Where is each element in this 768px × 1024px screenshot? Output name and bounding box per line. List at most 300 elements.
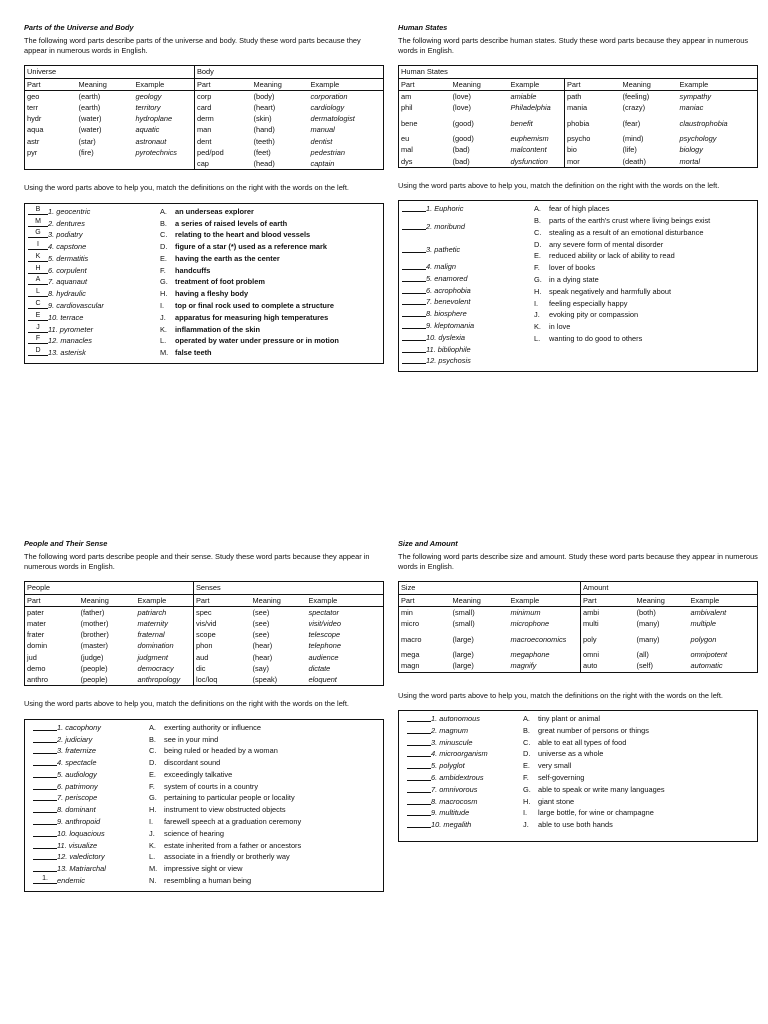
match-word-item	[402, 285, 534, 297]
cell-meaning: (feet)	[253, 147, 271, 157]
cell-part: jud	[27, 652, 37, 662]
definition-text: reduced ability or lack of ability to read	[549, 251, 675, 261]
column-header: Example	[509, 594, 581, 606]
section-title: Parts of the Universe and Body	[24, 23, 134, 32]
definition-letter: B.	[160, 218, 167, 228]
vocab-word: 3. pathetic	[426, 245, 461, 255]
definition-letter: H.	[523, 796, 531, 806]
match-word-item	[402, 203, 534, 215]
table-row	[25, 606, 384, 618]
definition-text: associate in a friendly or brotherly way	[164, 852, 290, 862]
definition-letter: I.	[160, 301, 165, 311]
definition-text: able to speak or write many languages	[538, 784, 665, 794]
match-definition-item	[523, 748, 754, 760]
definition-letter: H.	[160, 289, 168, 299]
cell-meaning: (speak)	[252, 675, 278, 685]
match-definition-item	[534, 239, 754, 251]
match-definition-item	[523, 760, 754, 772]
cell-meaning: (see)	[252, 619, 270, 629]
definition-letter: L.	[149, 852, 156, 862]
answer-blank[interactable]	[28, 206, 48, 215]
definition-letter: I.	[534, 298, 539, 308]
answer-blank[interactable]	[407, 737, 431, 746]
cell-part: omni	[581, 649, 635, 660]
match-word-item	[407, 748, 523, 760]
column-header: Part	[25, 78, 77, 90]
answer-blank[interactable]	[33, 828, 57, 837]
definition-text: apparatus for measuring high temperatures	[175, 312, 329, 322]
match-word-item	[407, 796, 523, 808]
definition-text: able to eat all types of food	[538, 737, 627, 747]
vocab-word: 2. dentures	[48, 218, 85, 228]
column-header: Meaning	[635, 594, 689, 606]
cell-part: path	[565, 90, 621, 102]
answer-blank[interactable]	[402, 244, 426, 253]
cell-part: phil	[401, 103, 413, 113]
cell-part: loc/loq	[194, 674, 251, 686]
answer-blank[interactable]	[402, 332, 426, 341]
answer-blank[interactable]	[33, 863, 57, 872]
table-row	[399, 144, 758, 155]
cell-example: megaphone	[510, 650, 550, 660]
cell-part: mor	[565, 156, 621, 168]
words-column	[33, 722, 149, 887]
cell-example: democracy	[137, 663, 174, 673]
match-definition-item	[523, 737, 754, 749]
match-definition-item	[534, 286, 754, 298]
cell-part: cap	[195, 158, 252, 170]
table-body	[25, 90, 384, 169]
cell-part: mal	[401, 145, 413, 155]
cell-part: bene	[401, 118, 418, 128]
definition-letter: K.	[534, 322, 541, 332]
cell-example: cardiology	[310, 103, 345, 113]
cell-meaning: (body)	[253, 91, 275, 101]
vocab-word: 12. psychosis	[426, 356, 471, 366]
answer-blank[interactable]	[28, 265, 48, 274]
answer-letter: K	[35, 252, 41, 260]
definition-letter: L.	[534, 334, 541, 344]
answer-blank[interactable]	[407, 807, 431, 816]
match-definition-item	[523, 819, 754, 831]
match-word-item	[402, 273, 534, 285]
section-intro: The following word parts describe size and amount. Study these word parts because they appear in numerous words in English.	[398, 552, 758, 571]
match-definition-item	[149, 863, 380, 875]
match-word-item	[402, 320, 534, 332]
cell-meaning: (people)	[80, 663, 108, 673]
column-header: Example	[509, 78, 565, 90]
answer-blank[interactable]	[402, 355, 426, 364]
cell-example: audience	[308, 652, 339, 662]
vocab-word: 1. geocentric	[48, 206, 91, 216]
match-definition-item	[149, 875, 380, 887]
column-header: Example	[689, 594, 758, 606]
column-header: Meaning	[621, 78, 678, 90]
answer-letter: M	[35, 217, 41, 225]
answer-blank[interactable]	[407, 748, 431, 757]
vocab-word: 11. pyrometer	[48, 324, 94, 334]
definitions-column	[160, 206, 380, 359]
cell-meaning: (brother)	[80, 630, 109, 640]
cell-example: psychology	[679, 134, 717, 144]
answer-letter: C	[35, 300, 41, 308]
definition-letter: E.	[149, 769, 156, 779]
vocab-word: 10. dyslexia	[426, 332, 466, 342]
answer-blank[interactable]	[33, 816, 57, 825]
match-definition-item	[149, 769, 380, 781]
definition-text: speak negatively and harmfully about	[549, 286, 672, 296]
answer-blank[interactable]	[28, 276, 48, 285]
definitions-column	[523, 713, 754, 831]
answer-blank[interactable]	[28, 218, 48, 227]
column-header: Part	[565, 78, 621, 90]
cell-meaning: (earth)	[78, 91, 101, 101]
answer-blank[interactable]	[33, 734, 57, 743]
definition-letter: J.	[523, 820, 529, 830]
definition-letter: J.	[160, 312, 166, 322]
cell-example: Philadelphia	[510, 103, 551, 113]
cell-part: mega	[401, 650, 420, 660]
cell-example: domination	[137, 641, 174, 651]
definition-text: evoking pity or compassion	[549, 310, 639, 320]
vocab-word: 7. omnivorous	[431, 784, 478, 794]
column-header: Part	[25, 594, 79, 606]
table-row	[399, 133, 758, 144]
vocab-word: 4. microorganism	[431, 749, 488, 759]
column-header: Example	[134, 78, 195, 90]
answer-letter: L	[36, 288, 40, 296]
match-definition-item	[160, 229, 380, 241]
cell-part: frater	[27, 630, 45, 640]
definition-letter: J.	[149, 828, 155, 838]
word-parts-table	[24, 581, 384, 686]
definition-letter: E.	[160, 253, 167, 263]
match-definition-item	[160, 347, 380, 359]
definition-letter: K.	[149, 840, 156, 850]
definition-text: very small	[538, 761, 572, 771]
answer-letter: D	[35, 347, 41, 355]
cell-meaning: (hand)	[253, 125, 275, 135]
section-title: Human States	[398, 23, 448, 32]
vocab-word: 11. visualize	[57, 840, 98, 850]
cell-meaning: (both)	[636, 607, 656, 617]
table-row	[25, 90, 384, 102]
definition-text: exceedingly talkative	[164, 769, 233, 779]
cell-part	[25, 158, 77, 170]
answer-blank[interactable]	[407, 760, 431, 769]
answer-blank[interactable]	[402, 221, 426, 230]
match-word-item	[407, 725, 523, 737]
answer-blank[interactable]	[28, 312, 48, 321]
group-header: Universe	[25, 66, 195, 78]
cell-example: patriarch	[137, 607, 167, 617]
definition-letter: B.	[523, 725, 530, 735]
vocab-word: 10. terrace	[48, 312, 84, 322]
cell-meaning: (mother)	[80, 619, 109, 629]
cell-part: corp	[195, 90, 252, 102]
answer-letter: H	[35, 264, 41, 272]
definition-text: feeling especially happy	[549, 298, 628, 308]
vocab-word: 7. periscope	[57, 793, 98, 803]
table-row	[25, 102, 384, 113]
cell-part: bio	[565, 144, 621, 155]
cell-example: dictate	[308, 663, 331, 673]
match-word-item	[407, 807, 523, 819]
vocab-word: 4. malign	[426, 262, 456, 272]
answer-blank[interactable]	[33, 757, 57, 766]
cell-example: euphemism	[510, 134, 549, 144]
answer-blank[interactable]	[33, 851, 57, 860]
definition-letter: A.	[160, 206, 167, 216]
cell-part: poly	[581, 629, 635, 649]
answer-blank[interactable]	[28, 241, 48, 250]
definition-letter: I.	[523, 808, 528, 818]
answer-blank[interactable]	[28, 288, 48, 297]
table-row	[25, 113, 384, 124]
answer-blank[interactable]	[402, 285, 426, 294]
answer-blank[interactable]	[33, 792, 57, 801]
cell-meaning: (many)	[636, 634, 660, 644]
definition-letter: G.	[160, 277, 168, 287]
answer-blank[interactable]	[407, 725, 431, 734]
answer-blank[interactable]	[28, 300, 48, 309]
cell-meaning: (hear)	[252, 641, 273, 651]
answer-blank[interactable]	[402, 273, 426, 282]
match-definition-item	[149, 851, 380, 863]
column-header: Example	[307, 594, 384, 606]
match-word-item	[33, 875, 149, 887]
cell-part: man	[195, 124, 252, 135]
answer-blank[interactable]	[407, 713, 431, 722]
vocab-word: endemic	[57, 876, 85, 886]
table-row	[25, 136, 384, 147]
match-definition-item	[149, 745, 380, 757]
table-row	[25, 652, 384, 663]
answer-blank[interactable]	[402, 308, 426, 317]
match-definition-item	[160, 312, 380, 324]
match-word-item	[33, 745, 149, 757]
definition-letter: D.	[534, 239, 542, 249]
match-definition-item	[534, 250, 754, 262]
definition-letter: F.	[160, 265, 166, 275]
section-people-senses	[24, 539, 384, 892]
answer-blank[interactable]	[28, 253, 48, 262]
answer-blank[interactable]	[402, 320, 426, 329]
table-row	[399, 660, 758, 672]
cell-part: card	[195, 102, 252, 113]
vocab-word: 2. magnum	[431, 725, 468, 735]
definition-text: inflammation of the skin	[175, 324, 260, 334]
answer-blank[interactable]	[407, 796, 431, 805]
cell-part: geo	[27, 91, 40, 101]
answer-blank[interactable]	[28, 335, 48, 344]
cell-part: ped/pod	[195, 147, 252, 158]
table-row	[25, 663, 384, 674]
definition-text: large bottle, for wine or champagne	[538, 808, 654, 818]
cell-meaning: (judge)	[80, 652, 104, 662]
cell-part: dys	[401, 156, 413, 166]
answer-blank[interactable]	[402, 203, 426, 212]
table-body	[399, 606, 758, 672]
cell-part: aud	[194, 652, 251, 663]
answer-blank[interactable]	[33, 875, 57, 884]
section-intro: The following word parts describe human states. Study these word parts because they appear in numerous words in English.	[398, 36, 749, 55]
column-header: Part	[399, 594, 451, 606]
group-header: Size	[399, 582, 581, 594]
answer-blank[interactable]	[33, 840, 57, 849]
cell-meaning: (say)	[252, 663, 269, 673]
answer-blank[interactable]	[402, 261, 426, 270]
answer-blank[interactable]	[33, 804, 57, 813]
matching-instructions: Using the word parts above to help you, match the definitions on the right with the words on the left.	[398, 690, 723, 700]
definition-letter: D.	[160, 242, 168, 252]
match-definition-item	[160, 218, 380, 230]
cell-example: sympathy	[679, 91, 712, 101]
vocab-word: 12. valedictory	[57, 852, 105, 862]
cell-example	[134, 158, 195, 170]
match-definition-item	[160, 253, 380, 265]
match-definition-item	[149, 781, 380, 793]
table-row	[25, 629, 384, 640]
match-definition-item	[534, 274, 754, 286]
definitions-column	[149, 722, 380, 887]
cell-example: microphone	[510, 619, 550, 629]
definition-letter: C.	[523, 737, 531, 747]
answer-blank[interactable]	[402, 344, 426, 353]
match-definition-item	[149, 816, 380, 828]
cell-example: ambivalent	[690, 607, 727, 617]
definition-letter: A.	[534, 204, 541, 214]
cell-example: geology	[135, 91, 162, 101]
match-word-item	[402, 296, 534, 308]
answer-blank[interactable]	[407, 819, 431, 828]
definition-letter: G.	[534, 275, 542, 285]
cell-meaning: (fire)	[78, 147, 94, 157]
definition-letter: C.	[149, 746, 157, 756]
definition-text: treatment of foot problem	[175, 277, 265, 287]
match-word-item	[33, 781, 149, 793]
cell-example: omnipotent	[690, 650, 728, 660]
matching-box	[24, 719, 384, 892]
match-definition-item	[160, 300, 380, 312]
match-word-item	[407, 819, 523, 831]
definition-text: operated by water under pressure or in motion	[175, 336, 339, 346]
cell-meaning: (crazy)	[622, 103, 646, 113]
cell-part: macro	[401, 634, 422, 644]
vocab-word: 8. biosphere	[426, 309, 467, 319]
definition-text: giant stone	[538, 796, 575, 806]
group-header: People	[25, 582, 194, 594]
match-definition-item	[534, 333, 754, 345]
vocab-word: 4. spectacle	[57, 758, 97, 768]
cell-meaning: (large)	[452, 661, 474, 671]
cell-meaning: (see)	[252, 607, 270, 617]
match-definition-item	[149, 734, 380, 746]
vocab-word: 1. Euphoric	[426, 204, 464, 214]
definition-text: science of hearing	[164, 828, 224, 838]
vocab-word: 3. podiatry	[48, 230, 83, 240]
answer-letter: F	[35, 335, 41, 343]
cell-part: micro	[401, 619, 420, 629]
answer-blank[interactable]	[33, 745, 57, 754]
answer-blank[interactable]	[33, 722, 57, 731]
cell-example: anthropology	[137, 675, 181, 685]
answer-blank[interactable]	[28, 229, 48, 238]
column-header: Part	[399, 78, 451, 90]
group-header: Amount	[581, 582, 758, 594]
definition-text: false teeth	[175, 348, 212, 358]
answer-letter: B	[35, 205, 41, 213]
match-definition-item	[160, 206, 380, 218]
definition-letter: F.	[534, 263, 540, 273]
table-row	[25, 147, 384, 158]
definition-text: fear of high places	[549, 204, 610, 214]
answer-blank[interactable]	[33, 769, 57, 778]
answer-blank[interactable]	[407, 772, 431, 781]
cell-part: eu	[401, 134, 410, 144]
match-word-item	[33, 851, 149, 863]
vocab-word: 13. Matriarchal	[57, 864, 106, 874]
match-definition-item	[523, 784, 754, 796]
answer-blank[interactable]	[402, 296, 426, 305]
answer-blank[interactable]	[407, 784, 431, 793]
match-definition-item	[149, 757, 380, 769]
cell-example: telescope	[308, 630, 341, 640]
cell-part: demo	[27, 663, 46, 673]
cell-part: astr	[27, 136, 40, 146]
column-header: Meaning	[77, 78, 134, 90]
definition-text: in a dying state	[549, 275, 599, 285]
answer-letter: A	[35, 276, 41, 284]
cell-example: visit/video	[308, 619, 341, 629]
column-header: Part	[194, 594, 251, 606]
match-definition-item	[149, 828, 380, 840]
table-body	[25, 606, 384, 685]
cell-meaning: (small)	[452, 607, 475, 617]
cell-meaning: (head)	[253, 159, 275, 169]
cell-part: vis/vid	[194, 618, 251, 629]
match-definition-item	[160, 265, 380, 277]
answer-blank[interactable]	[28, 347, 48, 356]
answer-blank[interactable]	[33, 781, 57, 790]
section-intro: The following word parts describe parts of the universe and body. Study these word parts because they appear in numerous words in English.	[24, 36, 361, 55]
definition-letter: E.	[523, 761, 530, 771]
match-word-item	[33, 757, 149, 769]
match-word-item	[33, 816, 149, 828]
vocab-word: 12. manacles	[48, 336, 92, 346]
vocab-word: 8. macrocosm	[431, 796, 478, 806]
matching-instructions: Using the word parts above to help you, match the definitions on the right with the words on the left.	[24, 183, 349, 193]
definition-text: having the earth as the center	[175, 253, 280, 263]
vocab-word: 5. audiology	[57, 769, 97, 779]
definition-letter: I.	[149, 817, 154, 827]
table-row	[25, 124, 384, 135]
match-definition-item	[149, 840, 380, 852]
cell-meaning: (people)	[80, 675, 108, 685]
cell-meaning: (star)	[78, 136, 96, 146]
cell-meaning: (self)	[636, 661, 653, 671]
match-definition-item	[523, 725, 754, 737]
cell-meaning: (water)	[78, 125, 102, 135]
words-column	[28, 206, 160, 359]
cell-part: magn	[401, 661, 420, 671]
matching-box	[398, 200, 758, 372]
answer-blank[interactable]	[28, 324, 48, 333]
match-word-item	[33, 722, 149, 734]
match-definition-item	[534, 309, 754, 321]
vocab-word: 6. ambidextrous	[431, 773, 484, 783]
cell-meaning: (bad)	[452, 156, 470, 166]
